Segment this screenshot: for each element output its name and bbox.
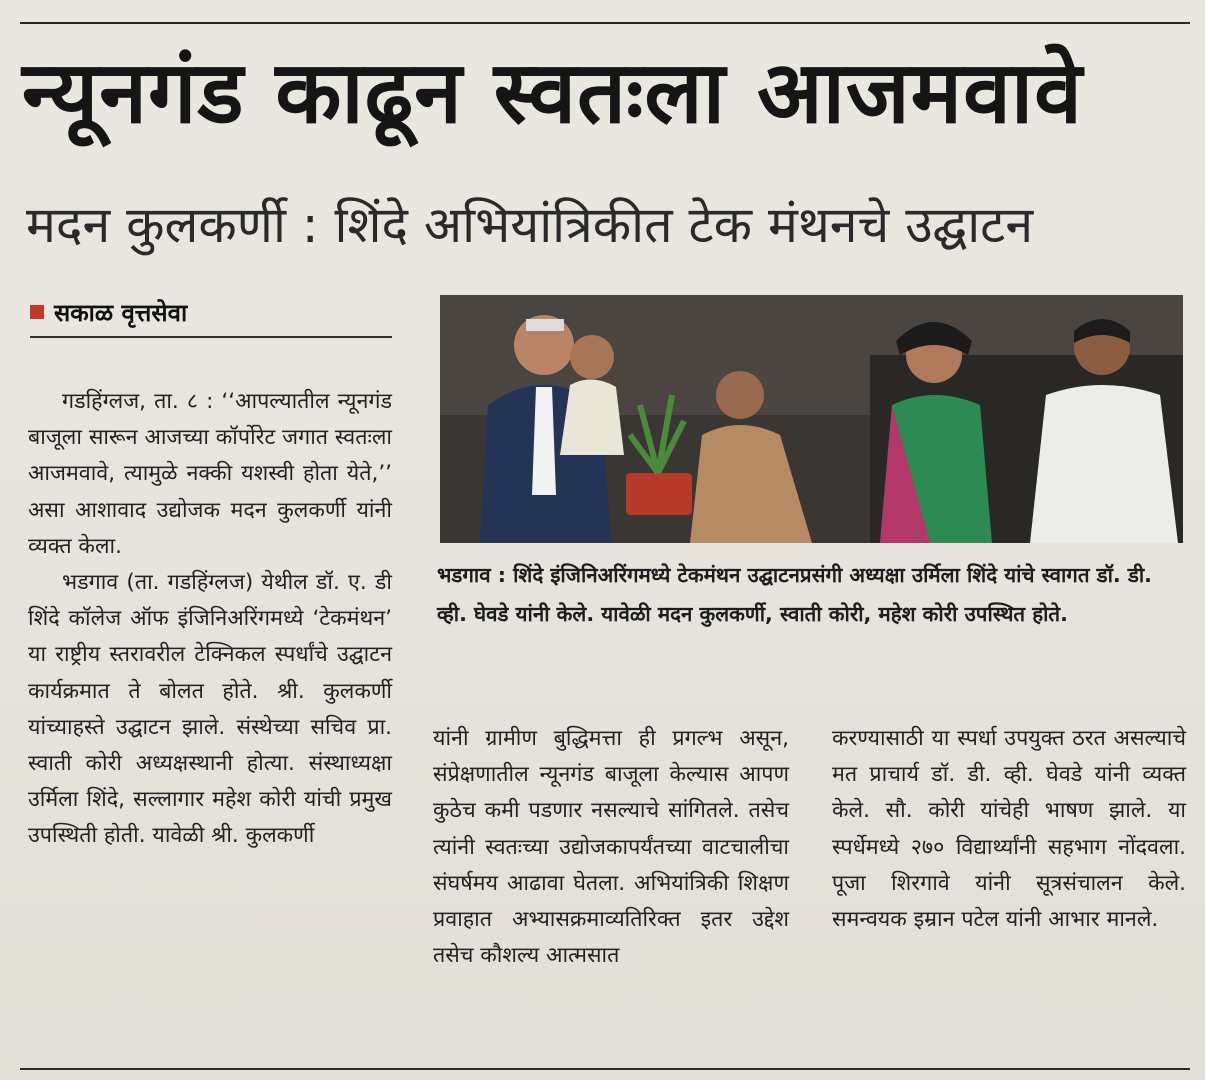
photo-caption: भडगाव : शिंदे इंजिनिअरिंगमध्ये टेकमंथन उद्घाटनप्रसंगी अध्यक्षा उर्मिला शिंदे यांचे स्वागत डॉ. डी. व्ही. घेवडे यांनी केले. यावेळी मदन कुलकर्णी, स्वाती कोरी, महेश कोरी उपस्थित होते. bbox=[437, 563, 1152, 626]
byline bbox=[30, 294, 187, 330]
subheadline: मदन कुलकर्णी : शिंदे अभियांत्रिकीत टेक मंथनचे उद्घाटन bbox=[26, 196, 1034, 254]
article-paragraph: करण्यासाठी या स्पर्धा उपयुक्त ठरत असल्याचे मत प्राचार्य डॉ. डी. व्ही. घेवडे यांनी व्यक्त केले. सौ. कोरी यांचेही भाषण झाले. या स्पर्धेमध्ये २७० विद्यार्थ्यांनी सहभाग नोंदवला. पूजा शिरगावे यांनी सूत्रसंचालन केले. समन्वयक इम्रान पटेल यांनी आभार मानले. bbox=[832, 726, 1186, 933]
byline-marker-icon bbox=[30, 305, 44, 319]
news-photo bbox=[440, 295, 1183, 543]
article-column-2 bbox=[433, 721, 789, 974]
article-paragraph: यांनी ग्रामीण बुद्धिमत्ता ही प्रगल्भ असून, संप्रेक्षणातील न्यूनगंड बाजूला केल्यास आपण कुठेच कमी पडणार नसल्याचे सांगितले. तसेच त्यांनी स्वतःच्या उद्योजकापर्यंतच्या वाटचालीचा संघर्षमय आढावा घेतला. अभियांत्रिकी शिक्षण प्रवाहात अभ्यासक्रमाव्यतिरिक्त इतर उद्देश तसेच कौशल्य आत्मसात bbox=[433, 726, 789, 969]
byline-rule bbox=[30, 336, 392, 338]
top-rule bbox=[20, 22, 1190, 24]
article-paragraph: गडहिंग्लज, ता. ८ : ‘‘आपल्यातील न्यूनगंड बाजूला सारून आजच्या कॉर्पोरेट जगात स्वतःला आजमवावे, त्यामुळे नक्की यशस्वी होता येते,’’ असा आशावाद उद्योजक मदन कुलकर्णी यांनी व्यक्त केला. bbox=[28, 389, 392, 559]
article-column-1 bbox=[28, 384, 392, 855]
article-paragraph: भडगाव (ता. गडहिंग्लज) येथील डॉ. ए. डी शिंदे कॉलेज ऑफ इंजिनिअरिंगमध्ये ‘टेकमंथन’ या राष्ट्रीय स्तरावरील टेक्निकल स्पर्धांचे उद्घाटन कार्यक्रमात ते बोलत होते. श्री. कुलकर्णी यांच्याहस्ते उद्घाटन झाले. संस्थेच्या सचिव प्रा. स्वाती कोरी अध्यक्षस्थानी होत्या. संस्थाध्यक्षा उर्मिला शिंदे, सल्लागार महेश कोरी यांची प्रमुख उपस्थिती होती. यावेळी श्री. कुलकर्णी bbox=[28, 570, 392, 849]
byline-text: सकाळ वृत्तसेवा bbox=[54, 298, 188, 327]
headline: न्यूनगंड काढून स्वतःला आजमवावे bbox=[22, 43, 1083, 143]
bottom-rule bbox=[20, 1068, 1190, 1070]
article-column-3 bbox=[832, 721, 1186, 938]
event-photo-illustration bbox=[440, 295, 1183, 543]
